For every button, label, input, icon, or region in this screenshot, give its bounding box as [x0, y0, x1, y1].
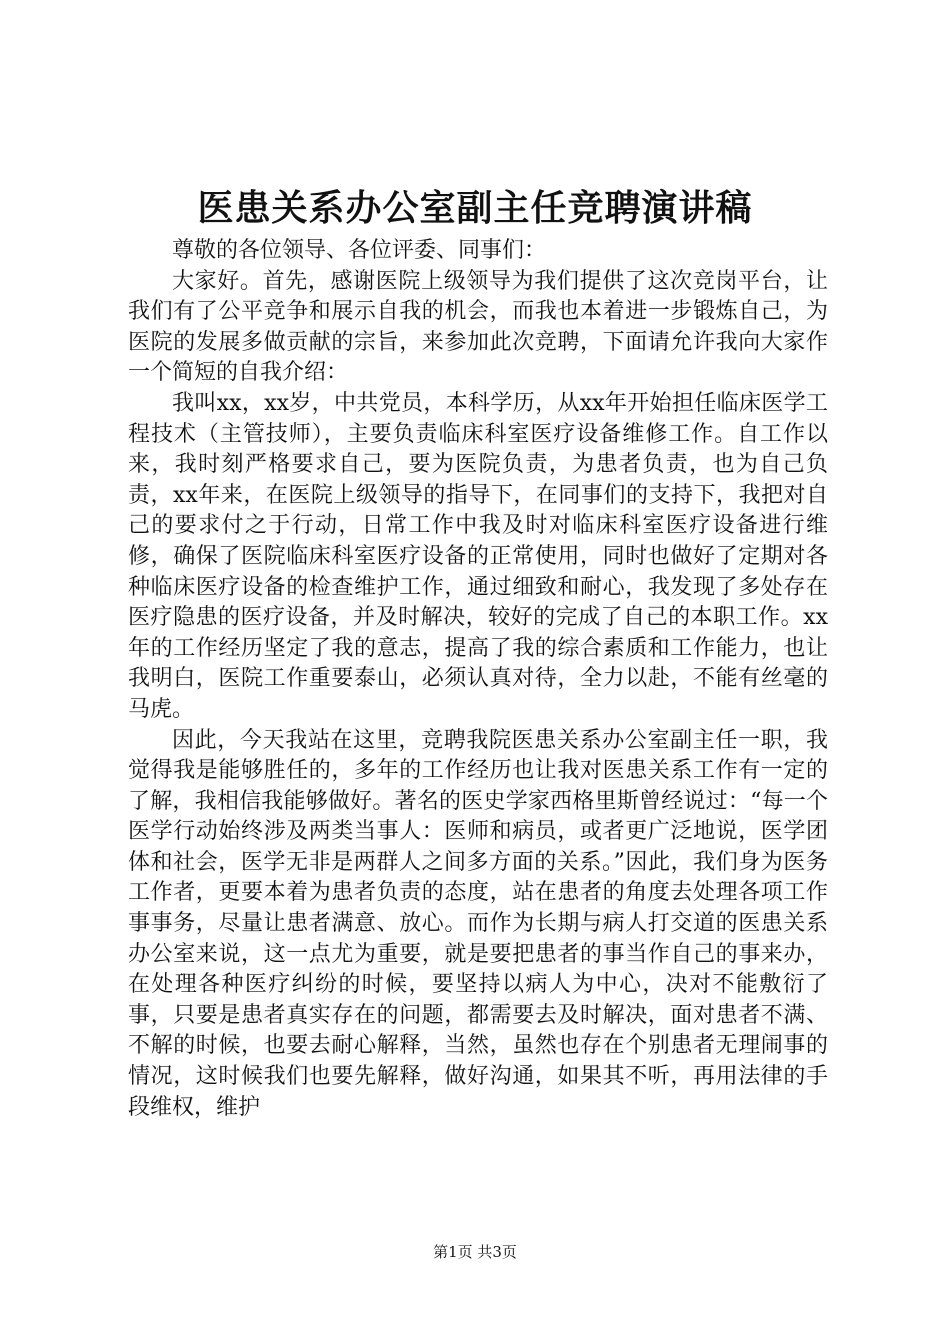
page-footer: 第1页 共3页 [433, 1243, 517, 1261]
document-title: 医患关系办公室副主任竞聘演讲稿 [197, 187, 753, 229]
self-introduction-paragraph: 我叫xx，xx岁，中共党员，本科学历，从xx年开始担任临床医学工程技术（主管技师），主要负责临床科室医疗设备维修工作。自工作以来，我时刻严格要求自己，要为医院负责，为患者负责，也为自己负责，xx年来，在医院上级领导的指导下，在同事们的支持下，我把对自己的要求付之于行动，日常工作中我及时对临床科室医疗设备进行维修，确保了医院临床科室医疗设备的正常使用，同时也做好了定期对各种临床医疗设备的检查维护工作，通过细致和耐心，我发现了多处存在医疗隐患的医疗设备，并及时解决，较好的完成了自己的本职工作。xx年的工作经历坚定了我的意志，提高了我的综合素质和工作能力，也让我明白，医院工作重要泰山，必须认真对待，全力以赴，不能有丝毫的马虎。 [128, 390, 828, 722]
salutation-paragraph: 尊敬的各位领导、各位评委、同事们： [172, 238, 547, 263]
document-body [128, 236, 828, 1123]
competition-paragraph: 因此，今天我站在这里，竞聘我院医患关系办公室副主任一职，我觉得我是能够胜任的，多年的工作经历也让我对医患关系工作有一定的了解，我相信我能够做好。著名的医史学家西格里斯曾经说过：“每一个医学行动始终涉及两类当事人：医师和病员，或者更广泛地说，医学团体和社会，医学无非是两群人之间多方面的关系。”因此，我们身为医务工作者，更要本着为患者负责的态度，站在患者的角度去处理各项工作事事务，尽量让患者满意、放心。而作为长期与病人打交道的医患关系办公室来说，这一点尤为重要，就是要把患者的事当作自己的事来办，在处理各种医疗纠纷的时候，要坚持以病人为中心，决对不能敷衍了事，只要是患者真实存在的问题，都需要去及时解决，面对患者不满、不解的时候，也要去耐心解释，当然，虽然也存在个别患者无理闹事的情况，这时候我们也要先解释，做好沟通，如果其不听，再用法律的手段维权，维护 [128, 727, 828, 1120]
greeting-paragraph: 大家好。首先，感谢医院上级领导为我们提供了这次竞岗平台，让我们有了公平竞争和展示自我的机会，而我也本着进一步锻炼自己，为医院的发展多做贡献的宗旨，来参加此次竞聘，下面请允许我向大家作一个简短的自我介绍： [128, 268, 828, 386]
